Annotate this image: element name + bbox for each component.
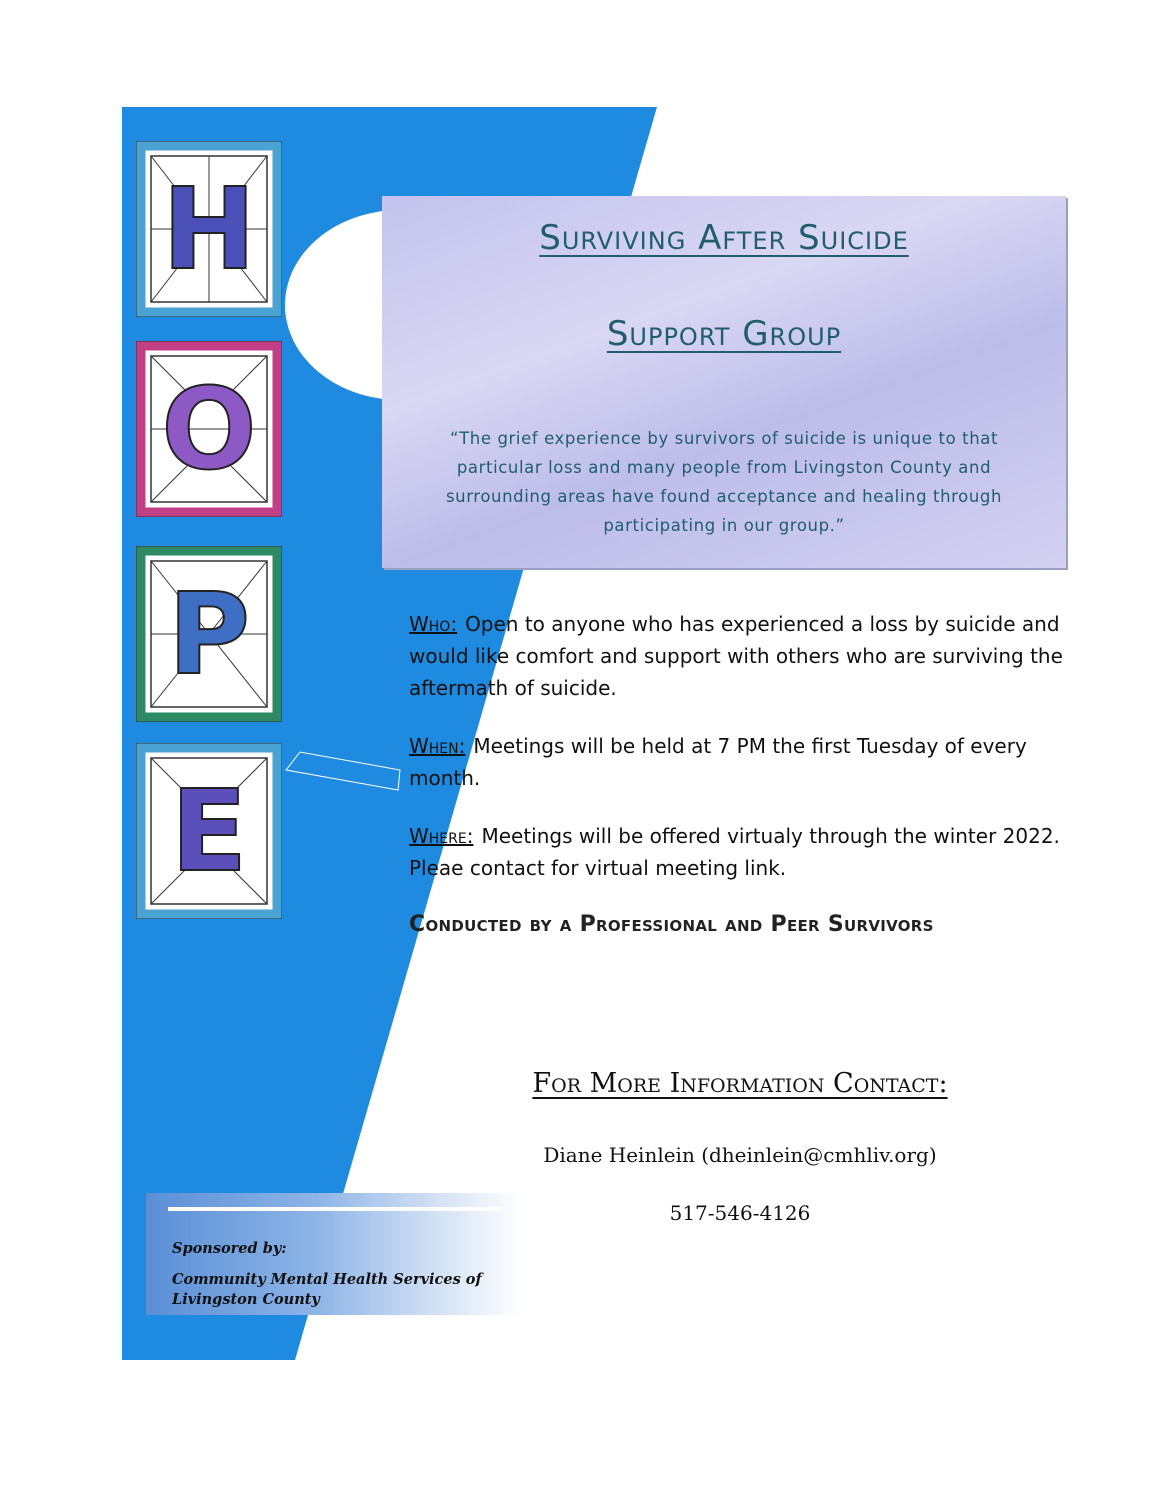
- hope-tile-h: [135, 140, 283, 318]
- who-text: Open to anyone who has experienced a loss by suicide and would like comfort and support with others who are surviving the aftermath of suicide.: [409, 612, 1063, 700]
- where-text: Meetings will be offered virtualy through the winter 2022. Pleae contact for virtual meeting link.: [409, 824, 1060, 880]
- who-label: Who:: [409, 612, 458, 636]
- hope-tile-e: [135, 742, 283, 920]
- sponsor-organization: Community Mental Health Services of Livingston County: [172, 1271, 482, 1308]
- logo-letter-p: P: [167, 570, 251, 700]
- sponsor-label: Sponsored by:: [172, 1240, 287, 1257]
- page-title-line-2: Support Group: [606, 314, 842, 354]
- conducted-by-text: Conducted by a Professional and Peer Survivors: [409, 912, 934, 937]
- contact-heading: For More Information Contact:: [532, 1068, 948, 1099]
- when-label: When:: [409, 734, 466, 758]
- sponsor-divider: [168, 1207, 502, 1211]
- when-text: Meetings will be held at 7 PM the first Tuesday of every month.: [409, 734, 1027, 790]
- contact-name-email: Diane Heinlein (dheinlein@cmhliv.org): [543, 1143, 937, 1167]
- header-quote: “The grief experience by survivors of suicide is unique to that particular loss and many people from Livingston County and surrounding areas have found acceptance and healing through participating in our group.”: [445, 429, 1003, 535]
- header-panel: [382, 196, 1066, 568]
- who-section: [409, 608, 1089, 704]
- logo-letter-h: H: [162, 165, 256, 295]
- logo-letter-e: E: [170, 767, 248, 897]
- page-title-line-1: Surviving After Suicide: [539, 218, 909, 258]
- logo-letter-o: O: [161, 365, 257, 495]
- when-section: [409, 730, 1089, 794]
- where-label: Where:: [409, 824, 474, 848]
- contact-phone: 517-546-4126: [669, 1201, 811, 1225]
- hope-tile-o: [135, 340, 283, 518]
- where-section: [409, 820, 1089, 884]
- hope-tile-p: [135, 545, 283, 723]
